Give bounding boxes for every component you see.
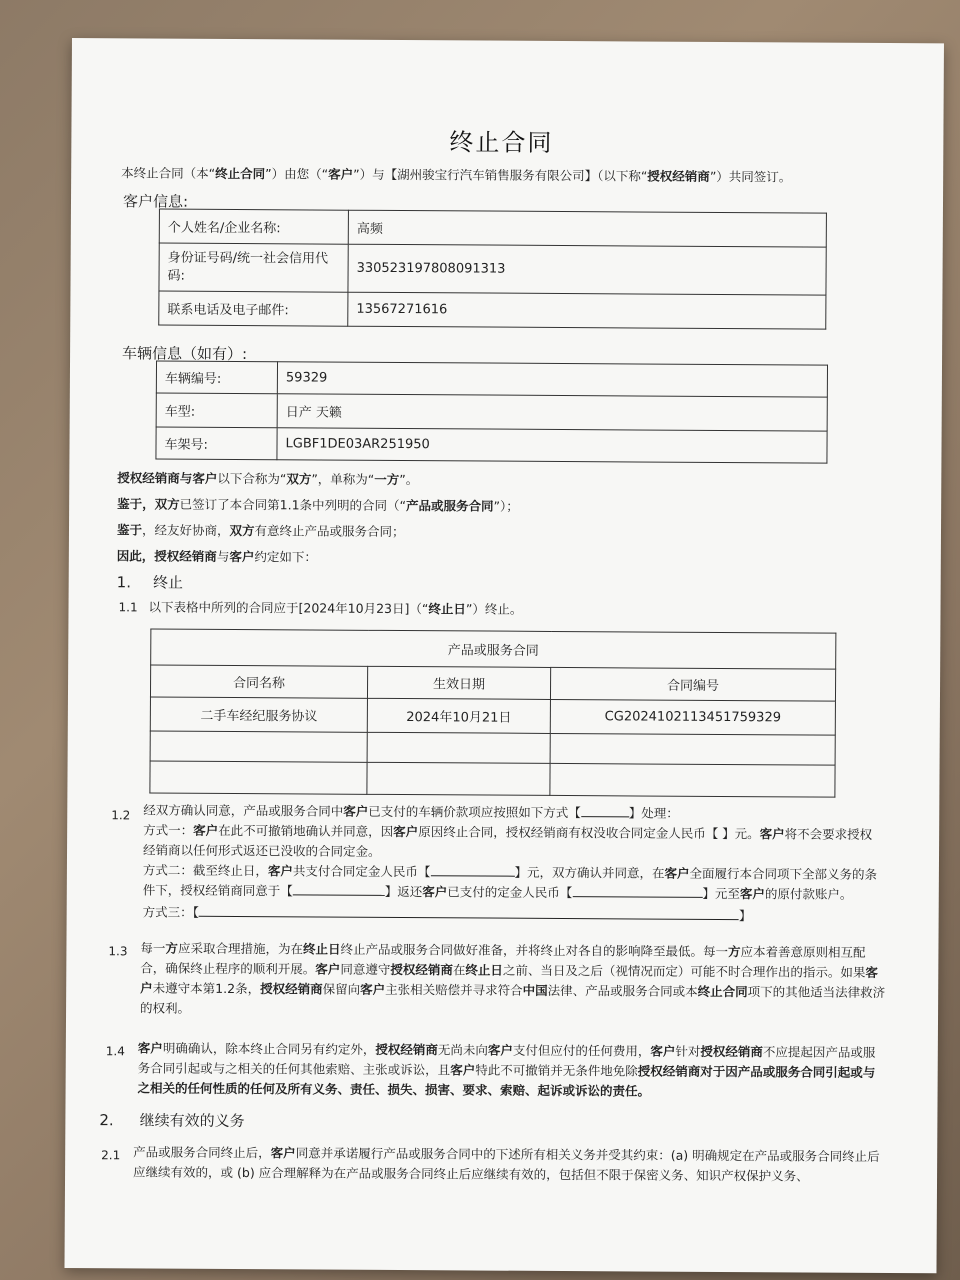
clause-number: 2.1 — [101, 1148, 121, 1163]
text: 与 — [179, 470, 193, 486]
text: ”）终止。 — [465, 601, 523, 617]
text: 对于因产品或服务合同引起或与之相关的任何性质的任何及所有义务、责任、损失、损害、要求、索赔、起诉或诉讼的责任。 — [137, 1063, 876, 1099]
text: 全面履行本合同项下全部义务的条件下，授权经销商同意于【 — [142, 865, 878, 899]
table-caption: 产品或服务合同 — [151, 629, 836, 669]
table-caption-row — [151, 629, 836, 669]
blank-line — [430, 875, 514, 877]
text: 客户 — [393, 823, 419, 840]
text: 已支付的定金人民币【 — [447, 884, 573, 901]
text: 客户 — [664, 865, 690, 881]
table-row — [150, 731, 835, 765]
text: ”）； — [493, 498, 519, 514]
text: 客户 — [270, 1145, 296, 1161]
label-cell: 个人姓名/企业名称: — [159, 209, 348, 244]
text: 产品或服务合同 — [405, 498, 494, 514]
text: 客户 — [487, 1042, 513, 1058]
text: 共支付合同定金人民币【 — [292, 863, 431, 880]
text: 鉴于，双方 — [117, 496, 180, 512]
section-number: 2. — [99, 1111, 114, 1130]
text: ”，单称为“ — [311, 471, 375, 487]
clause-2-1 — [133, 1142, 889, 1187]
table-row — [159, 243, 826, 295]
text: 客户 — [650, 1043, 676, 1059]
text: 将不会要求授权经销商以任何形式返还已没收的合同定金。 — [142, 826, 873, 859]
text: 方 — [727, 944, 741, 960]
label-cell: 车辆编号: — [156, 361, 277, 394]
clause-number: 1.4 — [105, 1044, 125, 1059]
text: 】处理： — [628, 805, 679, 821]
text: 有意终止产品或服务合同； — [254, 523, 405, 540]
text: 本终止合同（本“ — [121, 165, 216, 181]
text: 以下合称为“ — [217, 470, 287, 487]
intro-paragraph — [121, 163, 791, 185]
text: 原因终止合同，授权经销商有权没收合同定金人民币【 】元。 — [418, 824, 760, 842]
text: 产品或服务合同终止后， — [133, 1144, 271, 1161]
value-cell: 59329 — [277, 362, 827, 397]
therefore-clause — [117, 546, 317, 567]
table-row — [159, 291, 826, 329]
text: 双方 — [286, 471, 312, 487]
text: 授权经销商 — [700, 1043, 764, 1060]
contract-table — [149, 628, 836, 797]
text: 方式一： — [143, 822, 194, 838]
parties-definition — [117, 468, 418, 490]
text: 已支付的车辆价款项应按照如下方式【 — [368, 803, 581, 821]
label-cell: 车型: — [156, 393, 277, 428]
column-header: 生效日期 — [367, 666, 550, 699]
text: 【 — [192, 904, 199, 920]
blank-line — [581, 816, 629, 817]
text: ”）与【湖州骏宝行汽车销售服务有限公司】（以下称“ — [353, 166, 648, 184]
text: 约定如下： — [254, 549, 317, 565]
blank-line — [293, 894, 385, 896]
table-row — [156, 393, 827, 431]
text: 终止日 — [302, 941, 341, 957]
text: 在 — [452, 962, 466, 978]
table-cell: 二手车经纪服务协议 — [150, 697, 367, 732]
text: 方 — [165, 940, 179, 956]
text: 客户 — [739, 886, 765, 902]
value-cell: LGBF1DE03AR251950 — [277, 428, 827, 463]
text: 同意遵守 — [340, 961, 391, 977]
text: 客户 — [759, 826, 785, 842]
text: 客户 — [360, 981, 386, 997]
text: 之前、当日及之后（视情况而定）可能不时合理作出的指示。如果 — [502, 962, 866, 980]
text: 应本着善意原则相互配合，确保终止程序的顺利开展。 — [140, 944, 866, 977]
text: 鉴于 — [116, 522, 143, 538]
text: 特此不可撤销并无条件地免除 — [475, 1062, 638, 1079]
table-cell: CG2024102113451759329 — [550, 699, 835, 735]
text: 已签订了本合同第1.1条中列明的合同（“ — [179, 496, 407, 514]
text: 授权经销商 — [260, 981, 323, 997]
method-two — [143, 860, 883, 905]
text: 无尚未向 — [437, 1042, 488, 1058]
whereas-clause-1 — [117, 494, 519, 516]
text: 保留向 — [322, 981, 361, 997]
customer-info-heading: 客户信息: — [122, 192, 189, 211]
text: 终止日 — [465, 962, 503, 978]
text: 经双方确认同意，产品或服务合同中 — [143, 802, 344, 819]
section-title: 继续有效的义务 — [139, 1111, 245, 1131]
text: 中国 — [522, 982, 548, 998]
table-header-row — [150, 665, 835, 701]
document-title: 终止合同 — [449, 128, 554, 157]
label-cell: 身份证号码/统一社会信用代码: — [159, 243, 348, 292]
clause-number: 1.1 — [118, 600, 138, 615]
text: 主张相关赔偿并寻求符合 — [385, 981, 523, 998]
text: 终止合同 — [215, 165, 266, 182]
clause-number: 1.3 — [108, 944, 128, 959]
text: 客户 — [315, 961, 341, 977]
text: 客户 — [140, 964, 878, 996]
customer-info-table — [158, 209, 827, 330]
text: ”）由您（“ — [265, 166, 329, 182]
table-cell — [550, 733, 835, 765]
text: 方式二： — [142, 862, 193, 878]
vehicle-info-table — [155, 361, 828, 464]
clause-1-4 — [138, 1038, 888, 1103]
method-one — [143, 820, 883, 865]
value-cell: 330523197808091313 — [348, 244, 826, 295]
text: 授权经销商 — [390, 961, 453, 978]
text: 客户 — [229, 548, 255, 565]
text: 因此，授权经销商 — [116, 548, 217, 564]
text: ，经友好协商， — [141, 522, 230, 538]
text: 终止产品或服务合同做好准备，并将终止对各自的影响降至最低。每一 — [340, 941, 729, 960]
text: 客户 — [450, 1062, 476, 1078]
text: 法律、产品或服务合同或本 — [547, 982, 698, 999]
text: 授权经销商 — [647, 168, 710, 184]
text: ”）共同签订。 — [709, 168, 792, 185]
text: 】返还 — [384, 883, 423, 900]
text: 授权经销商 — [375, 1041, 438, 1058]
text: 授权经销商 — [637, 1063, 701, 1079]
text: 授权经销商 — [117, 470, 180, 486]
text: 客户 — [422, 884, 448, 900]
text: 在此不可撤销地确认并同意，因 — [218, 822, 394, 839]
blank-line — [572, 896, 702, 898]
text: 以下表格中所列的合同应于[2024年10月23日]（“ — [148, 599, 429, 617]
text: 客户 — [267, 863, 294, 879]
text: 同意并承诺履行产品或服务合同中的下述所有相关义务并受其约束：(a) 明确规定在产品或服务合同终止后应继续有效的，或 (b) 应合理解释为在产品或服务合同终止后应继续有效的，包括但不限于保密义务、知识产权保护义务、 — [133, 1145, 880, 1184]
text: 】元，双方确认并同意，在 — [514, 864, 665, 881]
text: 客户 — [193, 822, 219, 838]
table-row — [156, 361, 827, 397]
column-header: 合同名称 — [150, 665, 367, 698]
text: 的原付款账户。 — [764, 886, 853, 902]
clause-1-3 — [140, 938, 886, 1023]
text: 项下的其他适当法律救济的权利。 — [140, 984, 886, 1016]
text: 客户 — [343, 803, 369, 819]
label-cell: 联系电话及电子邮件: — [159, 291, 348, 326]
text: 未遵守本第1.2条， — [152, 980, 261, 997]
text: 客户 — [192, 470, 218, 486]
table-cell — [150, 731, 367, 762]
section-1-heading — [117, 571, 183, 592]
section-number: 1. — [116, 573, 132, 592]
text: 方式三： — [142, 904, 193, 920]
text: 终止日 — [428, 601, 466, 617]
whereas-clause-2 — [117, 520, 405, 542]
text: 客户 — [328, 166, 354, 182]
text: 一方 — [374, 471, 400, 488]
clause-number: 1.2 — [111, 808, 131, 823]
text: 与 — [216, 548, 230, 564]
contract-page — [64, 38, 943, 1273]
clause-1-1 — [148, 597, 522, 619]
value-cell: 日产 天籁 — [277, 394, 827, 431]
vehicle-info-heading: 车辆信息（如有）: — [122, 344, 248, 364]
table-cell — [550, 763, 835, 797]
text: 不应提起因产品或服务合同引起或与之相关的任何其他索赔、主张或诉讼，且 — [137, 1044, 876, 1078]
blank-line — [199, 916, 739, 920]
value-cell: 13567271616 — [348, 292, 826, 329]
clause-1-2 — [143, 800, 884, 927]
section-2-heading — [99, 1109, 244, 1131]
table-cell — [367, 732, 550, 763]
method-three — [143, 902, 883, 927]
text: 每一 — [140, 940, 166, 956]
text: 终止合同 — [697, 983, 748, 1000]
text: 双方 — [229, 522, 255, 539]
column-header: 合同编号 — [550, 667, 835, 701]
table-cell: 2024年10月21日 — [367, 698, 550, 733]
table-cell — [150, 761, 367, 794]
text: 应采取合理措施，为在 — [177, 940, 304, 957]
value-cell: 高频 — [348, 210, 826, 247]
text: 针对 — [675, 1043, 701, 1059]
section-title: 终止 — [152, 573, 184, 592]
text: 支付但应付的任何费用， — [512, 1042, 651, 1059]
label-cell: 车架号: — [156, 427, 277, 460]
table-row — [156, 427, 827, 463]
text: 客户 — [137, 1040, 163, 1056]
text: 】元至 — [702, 885, 740, 902]
text: 明确确认，除本终止合同另有约定外， — [162, 1040, 376, 1057]
table-cell — [367, 762, 550, 795]
text: 】 — [738, 908, 752, 924]
text: 截至终止日， — [192, 862, 268, 879]
text: ”。 — [399, 472, 419, 488]
table-row — [150, 761, 835, 797]
table-row — [159, 209, 826, 247]
table-row — [150, 697, 835, 735]
